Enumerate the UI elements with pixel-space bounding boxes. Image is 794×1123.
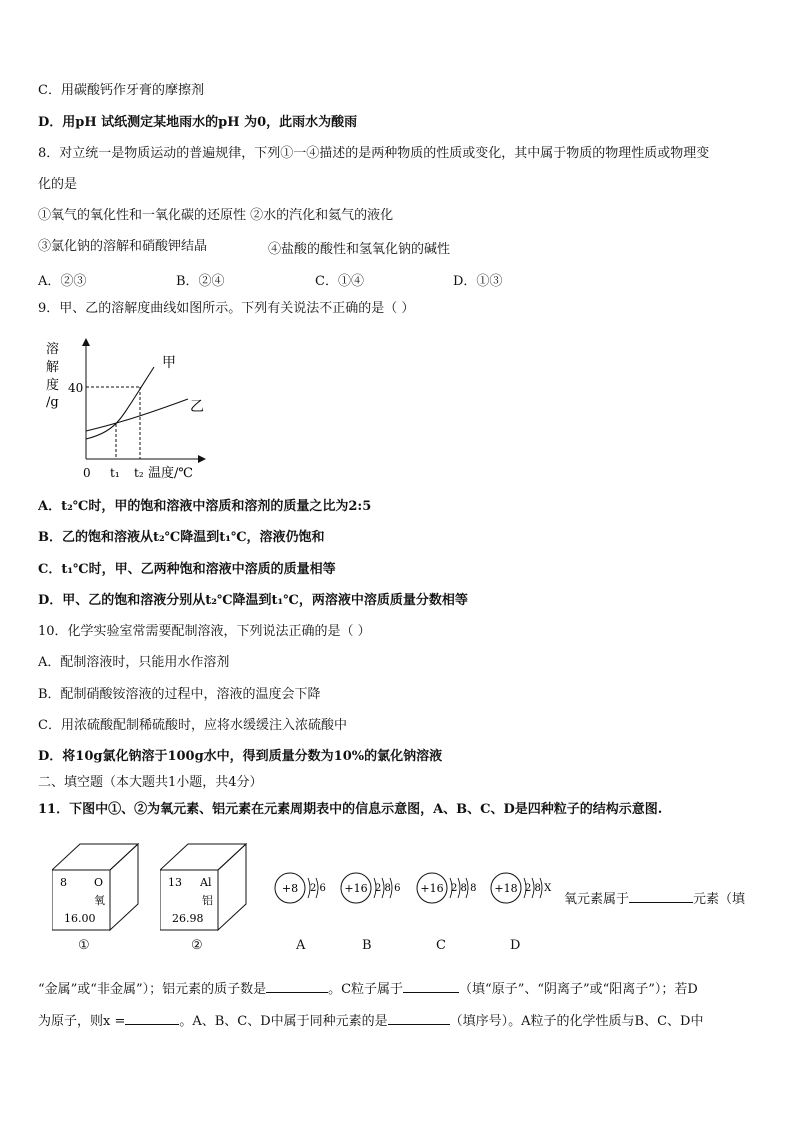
q8-statement-12: ①氧气的氧化性和一氧化碳的还原性 ②水的汽化和氦气的液化	[38, 208, 394, 223]
atomic-number: 8	[60, 876, 67, 889]
q8-option-d: D．①③	[453, 274, 503, 289]
q10-option-a: A．配制溶液时，只能用水作溶剂	[38, 655, 230, 670]
x-axis-label: 温度/℃	[148, 466, 193, 481]
q11-line-2	[38, 978, 698, 999]
curve-yi-label: 乙	[190, 399, 204, 415]
atom-diagram-a	[272, 870, 332, 910]
atom-caption-c: C	[436, 938, 446, 953]
atom-diagram-c	[414, 870, 484, 910]
q9-option-a: A．t₂℃时，甲的饱和溶液中溶质和溶剂的质量之比为2:5	[38, 499, 372, 514]
nucleus-charge: +8	[281, 882, 299, 895]
atomic-number: 13	[168, 876, 182, 889]
option-c-prev: C．用碳酸钙作牙膏的摩擦剂	[38, 83, 204, 98]
q11-l3-c: （填序号）。A粒子的化学性质与B、C、D中	[449, 1014, 704, 1029]
q8-statement-4: ④盐酸的酸性和氢氧化钠的碱性	[268, 242, 451, 257]
element-name: 氧	[94, 894, 105, 907]
q9-option-d: D．甲、乙的饱和溶液分别从t₂℃降温到t₁℃，两溶液中溶质质量分数相等	[38, 593, 468, 608]
q8-stem-1: 8．对立统一是物质运动的普遍规律，下列①一④描述的是两种物质的性质或变化，其中属于物质的物理性质或物理变	[38, 146, 710, 161]
atom-caption-d: D	[510, 938, 521, 953]
q8-stem-2: 化的是	[38, 177, 78, 192]
caption-1: ①	[78, 938, 90, 953]
answer-blank-protons[interactable]	[266, 978, 328, 993]
caption-2: ②	[191, 938, 203, 953]
answer-blank-same-element[interactable]	[388, 1010, 450, 1025]
element-name: 铝	[202, 894, 213, 907]
q8-statement-3: ③氯化钠的溶解和硝酸钾结晶	[38, 239, 208, 254]
q8-option-a: A．②③	[38, 274, 87, 289]
t2-label: t₂	[134, 466, 144, 480]
element-symbol: Al	[200, 876, 212, 889]
q9-option-c: C．t₁℃时，甲、乙两种饱和溶液中溶质的质量相等	[38, 562, 336, 577]
atom-caption-b: B	[362, 938, 372, 953]
nucleus-charge: +16	[420, 882, 444, 895]
atomic-mass: 26.98	[172, 912, 204, 925]
q8-option-c: C．①④	[315, 274, 364, 289]
element-box-aluminum	[160, 842, 250, 932]
q9-option-b: B．乙的饱和溶液从t₂℃降温到t₁℃，溶液仍饱和	[38, 530, 325, 545]
y-tick-40: 40	[68, 381, 84, 395]
shell-electrons: 2 6	[310, 883, 326, 894]
atom-diagram-d	[488, 870, 558, 910]
y-label-char: /g	[46, 395, 59, 410]
curve-jia-label: 甲	[162, 355, 176, 371]
element-symbol: O	[94, 876, 104, 889]
q11-l2-b: 。C粒子属于	[328, 982, 404, 997]
y-axis-arrow	[82, 338, 90, 346]
q8-option-b: B．②④	[176, 274, 225, 289]
atomic-mass: 16.00	[64, 912, 96, 925]
answer-blank-x[interactable]	[125, 1010, 179, 1025]
atom-diagram-b	[338, 870, 408, 910]
q11-side-text	[564, 888, 745, 907]
option-d-prev: D．用pH 试纸测定某地雨水的pH 为0，此雨水为酸雨	[38, 115, 358, 130]
x-axis-arrow	[198, 455, 206, 463]
q11-l2-a: “金属”或“非金属”）；铝元素的质子数是	[38, 982, 267, 997]
q11-stem: 11．下图中①、②为氧元素、铝元素在元素周期表中的信息示意图，A、B、C、D是四种粒子的结构示意图.	[38, 802, 663, 817]
q11-line-3	[38, 1010, 703, 1031]
answer-blank-particle-type[interactable]	[403, 978, 459, 993]
shell-electrons: 2 8 8	[451, 883, 477, 894]
q11-l3-b: 。A、B、C、D中属于同种元素的是	[179, 1014, 388, 1029]
shell-electrons: 2 8 6	[375, 883, 401, 894]
origin-label: 0	[83, 466, 91, 480]
q10-option-d: D．将10g氯化钠溶于100g水中，得到质量分数为10%的氯化钠溶液	[38, 749, 443, 764]
q11-side-b: 元素（填	[693, 892, 746, 907]
q11-side-a: 氧元素属于	[564, 892, 630, 907]
y-label-char: 溶	[46, 342, 60, 357]
q11-l2-c: （填“原子”、“阴离子”或“阳离子”）；若D	[459, 982, 698, 997]
y-label-char: 度	[46, 378, 60, 393]
t1-label: t₁	[110, 466, 120, 480]
q11-l3-a: 为原子，则x =	[38, 1014, 126, 1029]
nucleus-charge: +16	[344, 882, 368, 895]
q10-option-b: B．配制硝酸铵溶液的过程中，溶液的温度会下降	[38, 687, 321, 702]
q10-stem: 10．化学实验室常需要配制溶液，下列说法正确的是（ ）	[38, 624, 371, 639]
solubility-graph	[40, 335, 220, 485]
atom-caption-a: A	[296, 938, 306, 953]
nucleus-charge: +18	[494, 882, 518, 895]
curve-yi	[86, 399, 188, 431]
shell-electrons: 2 8 X	[525, 883, 552, 894]
q10-option-c: C．用浓硫酸配制稀硫酸时，应将水缓缓注入浓硫酸中	[38, 718, 347, 733]
section-2-heading: 二、填空题（本大题共1小题，共4分）	[38, 775, 263, 790]
answer-blank-metal[interactable]	[629, 888, 693, 903]
element-box-oxygen	[52, 842, 142, 932]
y-label-char: 解	[46, 360, 60, 375]
q9-stem: 9．甲、乙的溶解度曲线如图所示。下列有关说法不正确的是（ ）	[38, 301, 415, 316]
